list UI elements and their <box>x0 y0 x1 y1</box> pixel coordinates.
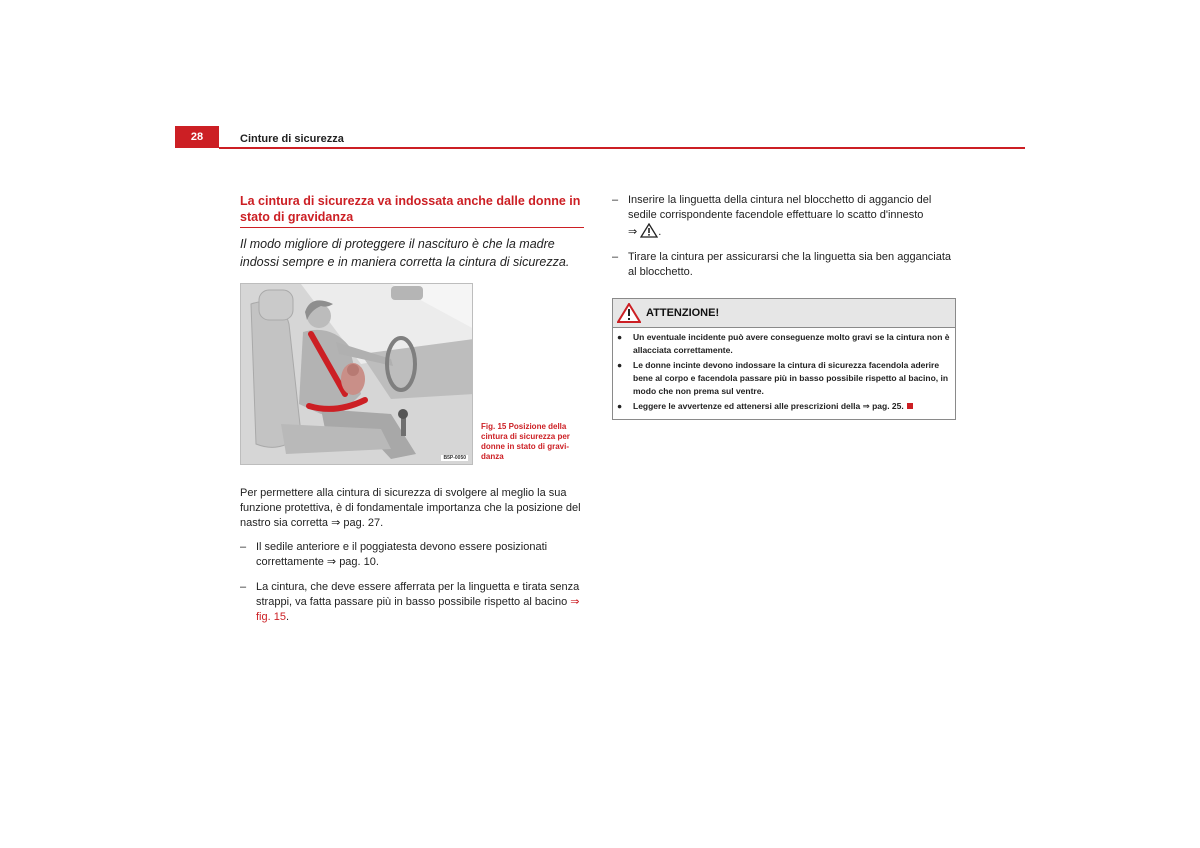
warning-item-text: Le donne incinte devono indossare la cintura di sicurezza facendola aderire bene al corpo e facendola passare più in basso possibile rispetto al bacino, in modo che non prema sul ventre. <box>633 360 949 396</box>
warning-triangle-icon <box>617 303 641 323</box>
warning-title: ATTENZIONE! <box>646 307 720 319</box>
warning-list <box>613 328 955 419</box>
bullet-dot-icon: ● <box>617 332 623 342</box>
warning-item <box>617 331 951 357</box>
warning-item <box>617 400 951 413</box>
list-item-end: . <box>285 611 290 623</box>
warning-item <box>617 359 951 398</box>
warning-item-text: Leggere le avvertenze ed attenersi alle prescrizioni della ⇒ pag. 25. <box>633 401 904 411</box>
list-item-text: Il sedile anteriore e il poggiatesta devono essere posizionati correttamente ⇒ pag. 10. <box>256 541 548 568</box>
list-item-text: Tirare la cintura per assicurarsi che la linguetta sia ben agganciata al blocchetto. <box>628 251 952 278</box>
steps-left <box>240 540 586 635</box>
bullet-dot-icon: ● <box>617 401 623 411</box>
list-item <box>612 250 958 280</box>
body-paragraph <box>240 486 586 531</box>
warning-box <box>612 298 956 420</box>
pregnant-driver-illustration <box>241 284 473 465</box>
steps-right <box>612 193 958 290</box>
list-item <box>612 193 958 240</box>
bullet-dot-icon: ● <box>617 360 623 370</box>
list-item-end: . <box>658 226 662 238</box>
paragraph-text: Per permettere alla cintura di sicurezza di svolgere al meglio la sua funzione protettiva, è di fondamentale importanza che la posizione del nastro sia corretta ⇒ pag. 27. <box>240 487 581 529</box>
intro-text: Il modo migliore di proteggere il nascituro è che la madre indossi sempre e in maniera corretta la cintura di sicurezza. <box>240 237 570 269</box>
warning-item-text: Un eventuale incidente può avere conseguenze molto gravi se la cintura non è allacciata correttamente. <box>633 332 950 355</box>
header-rule <box>219 147 1025 149</box>
end-square-icon <box>907 403 913 409</box>
list-item-text: Inserire la linguetta della cintura nel blocchetto di aggancio del sedile corrispondente facendole effettuare lo scatto d'innesto <box>628 194 932 221</box>
figure-reference-link[interactable]: ⇒ fig. 15 <box>256 596 580 623</box>
running-title: Cinture di sicurezza <box>240 133 344 145</box>
figure-caption: Fig. 15 Posizione della cintura di sicurezza per donne in stato di gravi-danza <box>481 422 570 461</box>
figure-code: B5P-0050 <box>443 455 466 461</box>
list-item <box>240 580 586 625</box>
section-title: La cintura di sicurezza va indossata anche dalle donne in stato di gravidanza <box>240 194 581 224</box>
section-rule <box>240 227 584 228</box>
figure-illustration <box>240 283 473 465</box>
warning-triangle-icon <box>640 223 658 238</box>
list-item <box>240 540 586 570</box>
list-item-text: La cintura, che deve essere afferrata per la linguetta e tirata senza strappi, va fatta passare più in basso possibile rispetto al bacino <box>256 581 580 608</box>
page-number: 28 <box>175 126 219 148</box>
warning-header <box>613 299 955 328</box>
reference-arrow: ⇒ <box>628 226 638 238</box>
